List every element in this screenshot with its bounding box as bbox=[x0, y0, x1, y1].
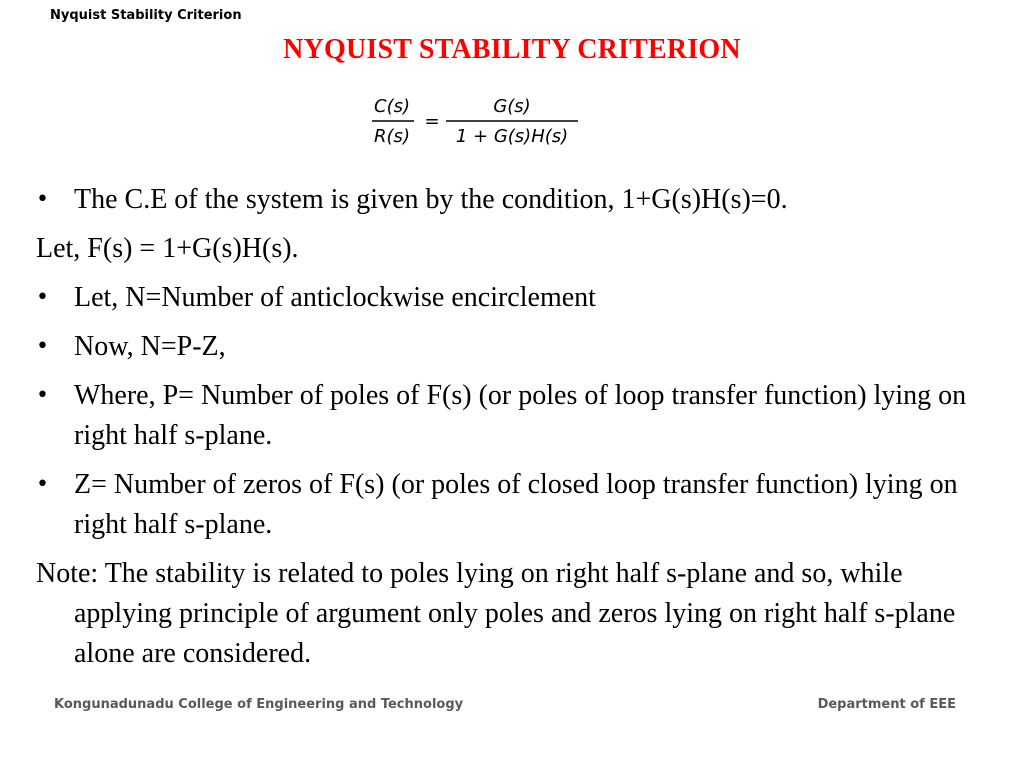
list-item-text: The C.E of the system is given by the condition, 1+G(s)H(s)=0. bbox=[74, 184, 788, 215]
note-text: Note: The stability is related to poles lying on right half s-plane and so, while applying principle of argument only poles and zeros lying on right half s-plane alone are considered. bbox=[36, 558, 956, 669]
footer-college-name: Kongunadunadu College of Engineering and Technology bbox=[54, 697, 464, 712]
formula-rhs-numerator: G(s) bbox=[493, 96, 531, 117]
list-item bbox=[36, 278, 1006, 318]
list-item bbox=[36, 376, 1006, 456]
header-label: Nyquist Stability Criterion bbox=[50, 8, 242, 23]
list-item-text: Let, N=Number of anticlockwise encirclement bbox=[74, 282, 596, 313]
list-item bbox=[36, 465, 1006, 545]
bullet-icon: • bbox=[36, 285, 49, 310]
note-line bbox=[36, 554, 1006, 674]
bullet-icon: • bbox=[36, 334, 49, 359]
transfer-function-formula bbox=[370, 90, 582, 152]
bullet-icon: • bbox=[36, 383, 49, 408]
list-item-text: Where, P= Number of poles of F(s) (or poles of loop transfer function) lying on right half s-plane. bbox=[74, 380, 967, 451]
list-item bbox=[36, 327, 1006, 367]
formula-graphic bbox=[370, 90, 582, 152]
statement-line bbox=[36, 229, 1006, 269]
list-item bbox=[36, 180, 1006, 220]
list-item-text: Z= Number of zeros of F(s) (or poles of closed loop transfer function) lying on right half s-plane. bbox=[74, 469, 958, 540]
formula-rhs-denominator: 1 + G(s)H(s) bbox=[455, 126, 569, 147]
slide-title: NYQUIST STABILITY CRITERION bbox=[283, 34, 741, 65]
formula-lhs-numerator: C(s) bbox=[374, 96, 410, 117]
formula-lhs-denominator: R(s) bbox=[374, 126, 410, 147]
slide-body bbox=[36, 180, 1006, 683]
bullet-icon: • bbox=[36, 472, 49, 497]
footer-department: Department of EEE bbox=[817, 697, 956, 712]
bullet-icon: • bbox=[36, 187, 49, 212]
statement-text: Let, F(s) = 1+G(s)H(s). bbox=[36, 233, 299, 264]
formula-equals: = bbox=[424, 111, 440, 132]
list-item-text: Now, N=P-Z, bbox=[74, 331, 226, 362]
